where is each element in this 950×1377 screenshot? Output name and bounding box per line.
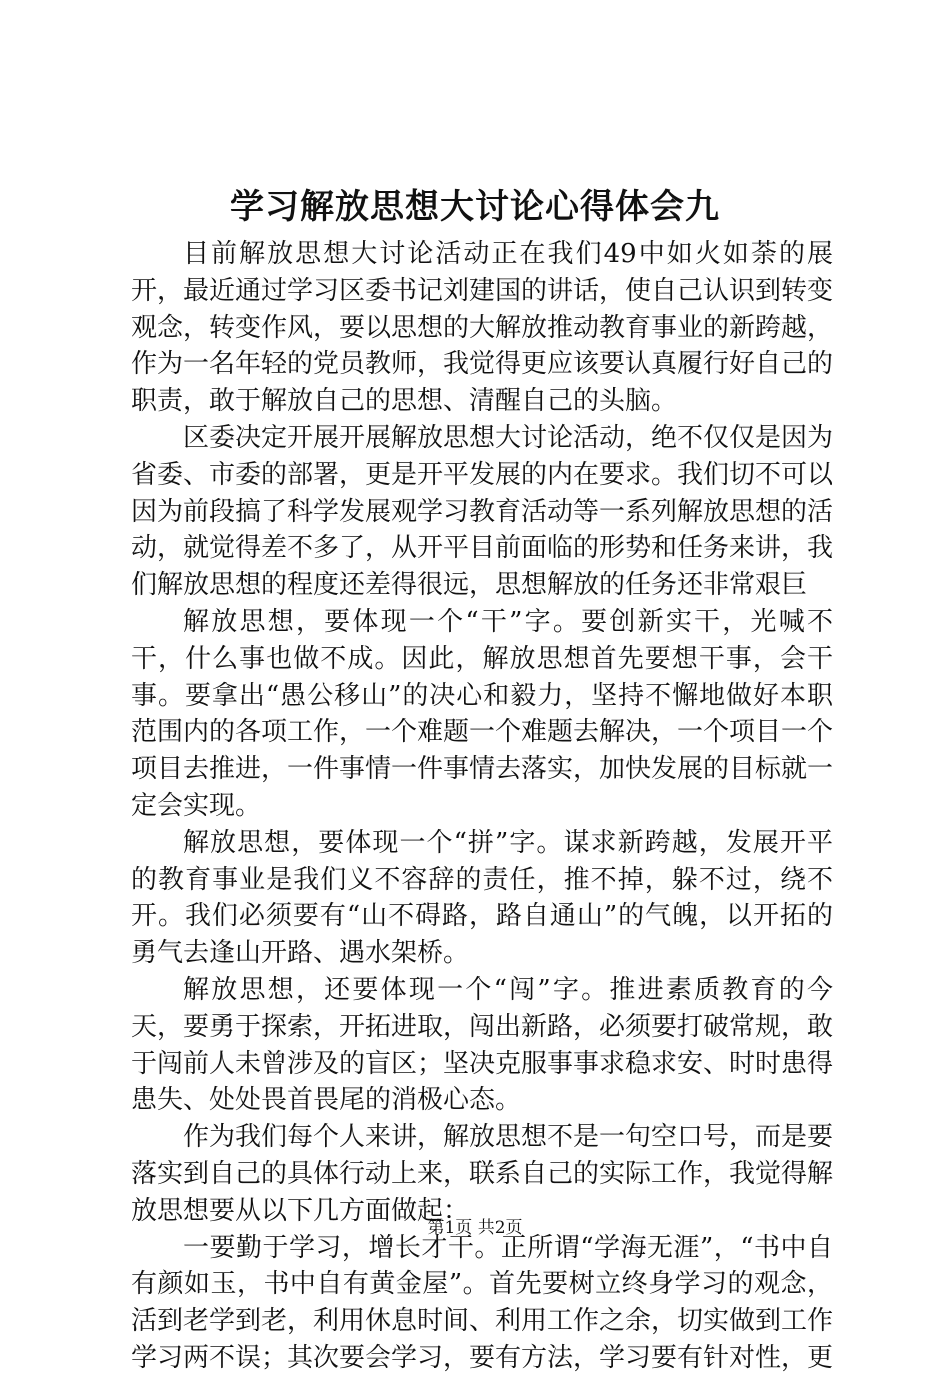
paragraph: 一要勤于学习，增长才干。正所谓“学海无涯”，“书中自有颜如玉，书中自有黄金屋”。首先要树立终身学习的观念，活到老学到老，利用休息时间、利用工作之余，切实做到工作学习两不误；其次要会学习，要有方法，学习要有针对性，更 [131,1232,834,1373]
paragraph: 解放思想，要体现一个“拼”字。谋求新跨越，发展开平的教育事业是我们义不容辞的责任，推不掉，躲不过，绕不开。我们必须要有“山不碍路，路自通山”的气魄，以开拓的勇气去逢山开路、遇水架桥。 [131,827,833,969]
paragraph: 解放思想，还要体现一个“闯”字。推进素质教育的今天，要勇于探索，开拓进取，闯出新路，必须要打破常规，敢于闯前人未曾涉及的盲区；坚决克服事事求稳求安、时时患得患失、处处畏首畏尾的消极心态。 [131,974,834,1116]
document-body [131,236,833,1377]
page-number-footer: 第1页 共2页 [427,1218,523,1238]
paragraph: 区委决定开展开展解放思想大讨论活动，绝不仅仅是因为省委、市委的部署，更是开平发展的内在要求。我们切不可以因为前段搞了科学发展观学习教育活动等一系列解放思想的活动，就觉得差不多了，从开平目前面临的形势和任务来讲，我们解放思想的程度还差得很远，思想解放的任务还非常艰巨 [131,422,834,601]
paragraph: 作为我们每个人来讲，解放思想不是一句空口号，而是要落实到自己的具体行动上来，联系自己的实际工作，我觉得解放思想要从以下几方面做起： [131,1122,834,1226]
paragraph: 解放思想，要体现一个“干”字。要创新实干，光喊不干，什么事也做不成。因此，解放思想首先要想干事，会干事。要拿出“愚公移山”的决心和毅力，坚持不懈地做好本职范围内的各项工作，一个难题一个难题去解决，一个项目一个项目去推进，一件事情一件事情去落实，加快发展的目标就一定会实现。 [131,606,834,821]
paragraph: 目前解放思想大讨论活动正在我们49中如火如荼的展开，最近通过学习区委书记刘建国的讲话，使自己认识到转变观念，转变作风，要以思想的大解放推动教育事业的新跨越，作为一名年轻的党员教师，我觉得更应该要认真履行好自己的职责，敢于解放自己的思想、清醒自己的头脑。 [131,239,834,417]
document-title: 学习解放思想大讨论心得体会九 [230,187,720,227]
